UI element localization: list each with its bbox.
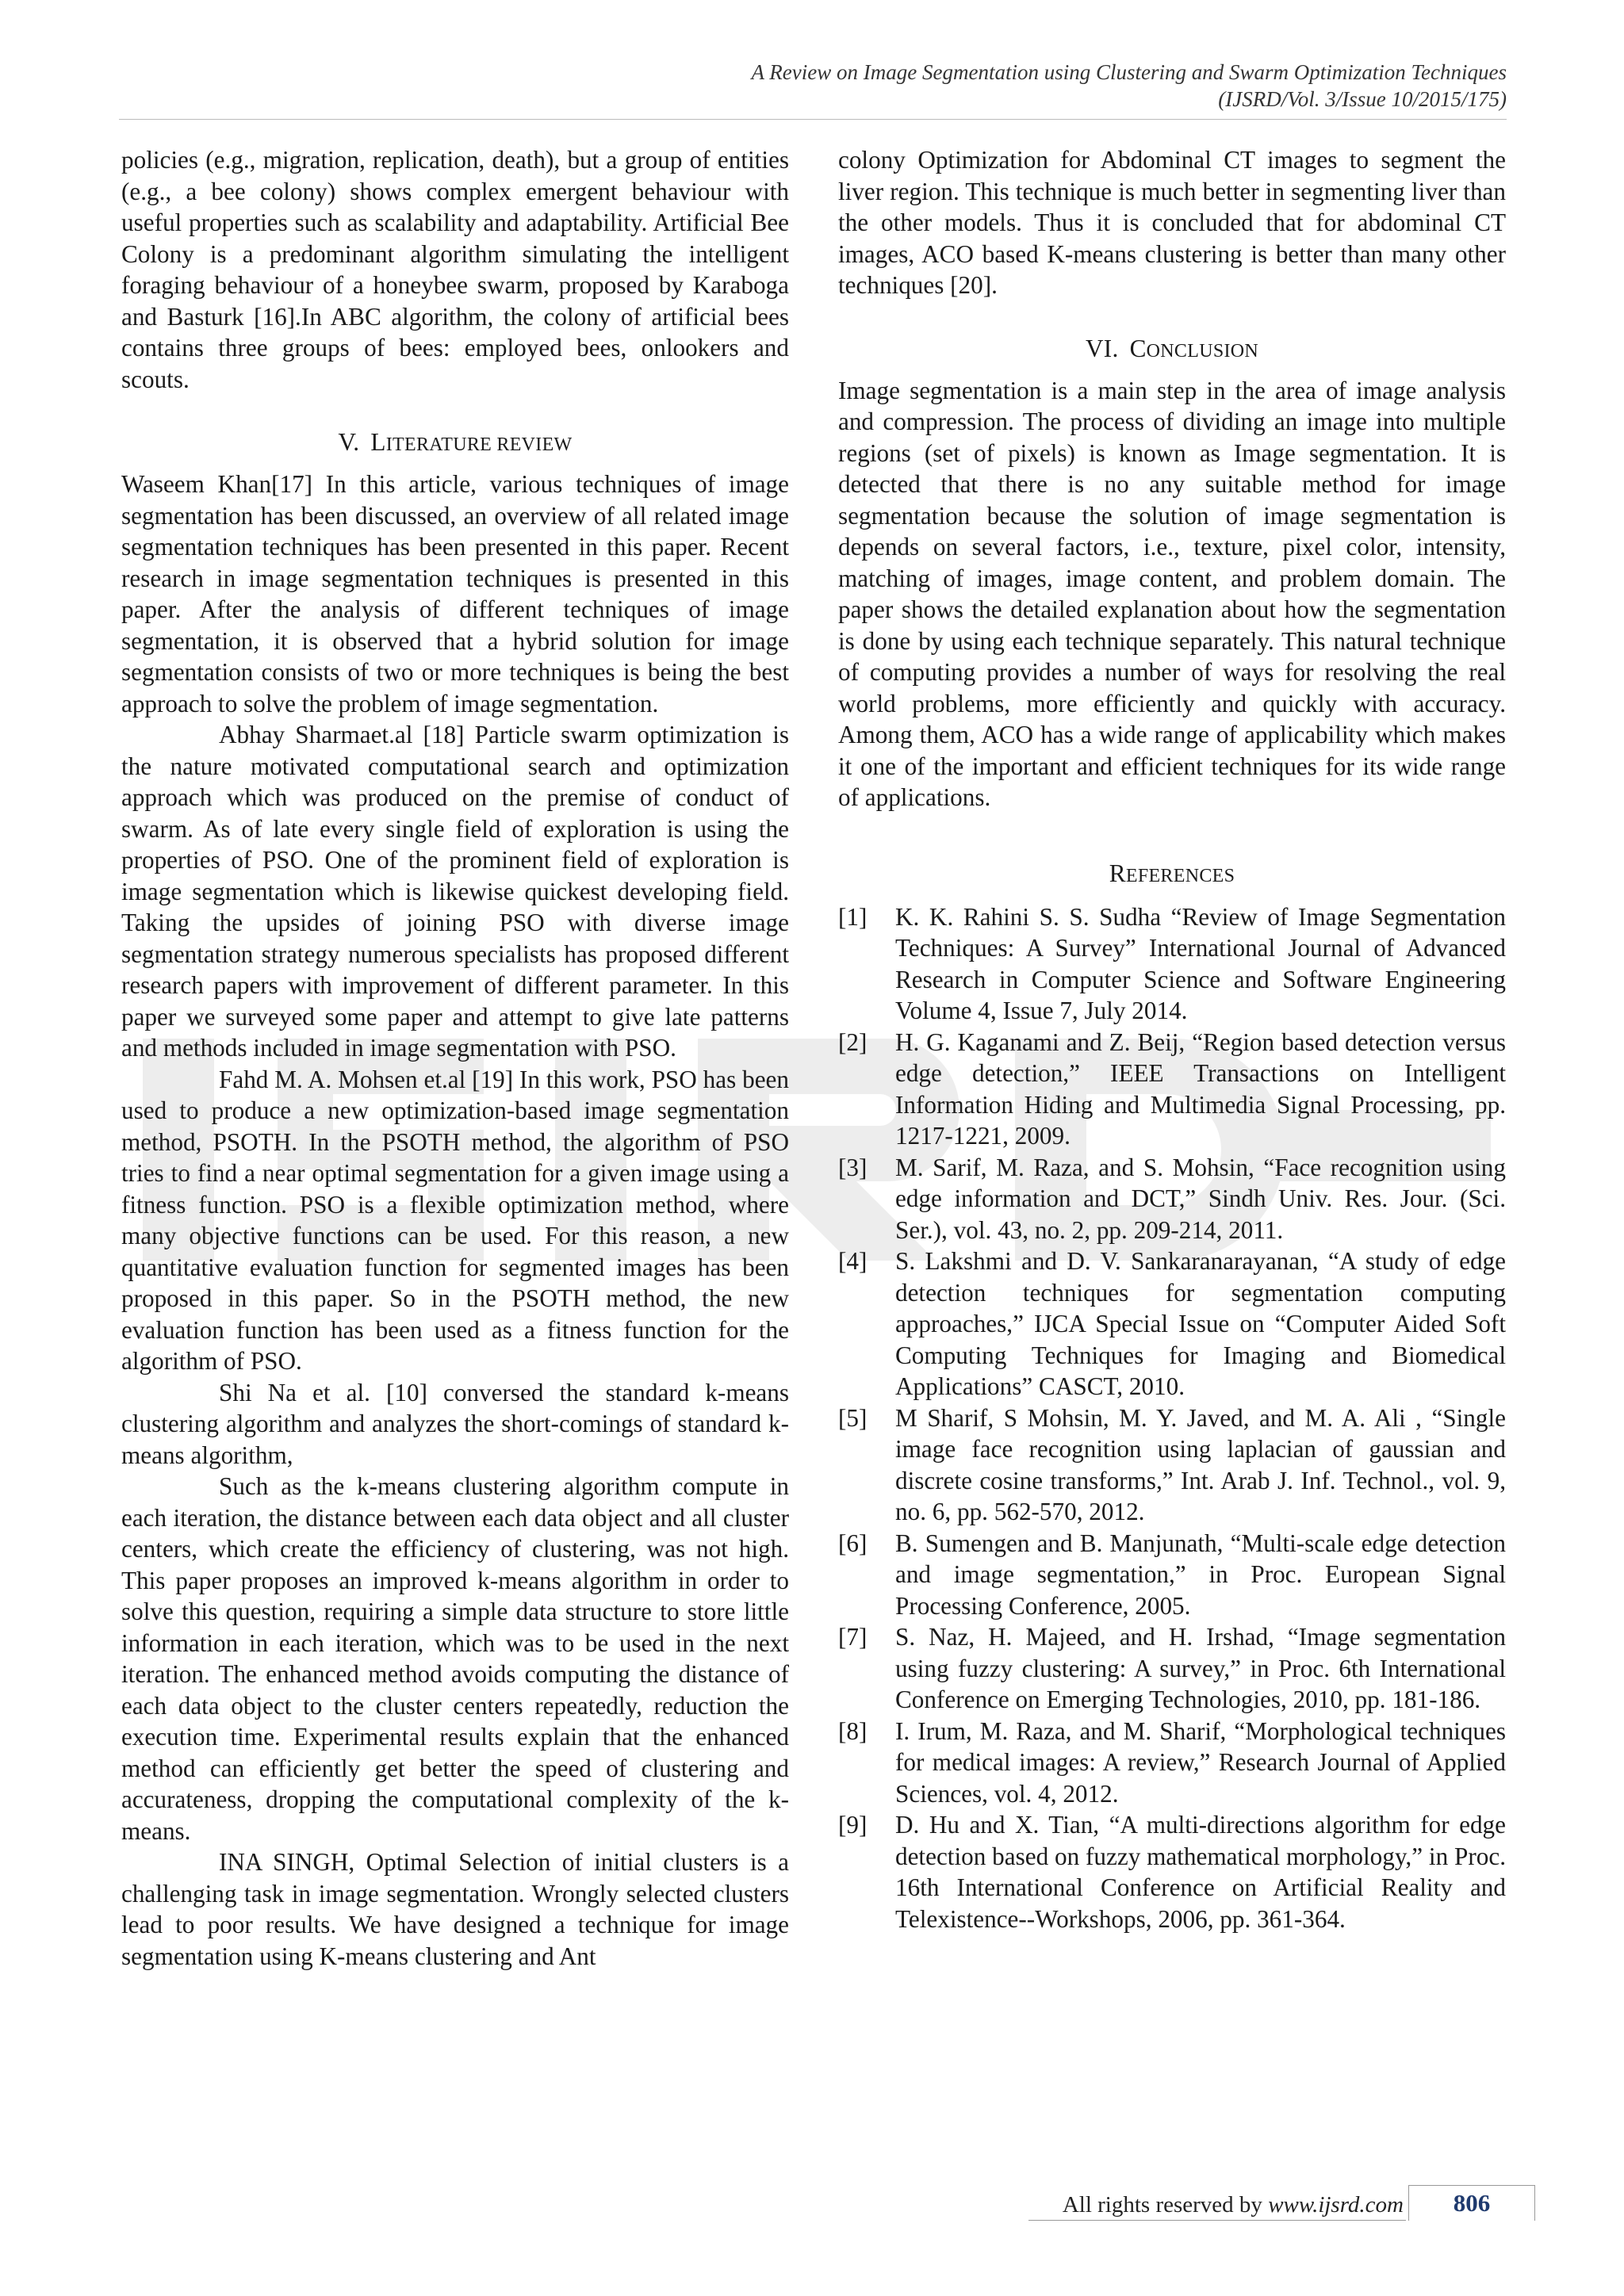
reference-number: [8] [838, 1716, 868, 1745]
reference-text: I. Irum, M. Raza, and M. Sharif, “Morphological techniques for medical images: A review,” Research Journal of Applied Sciences, vol. 4, 2012. [895, 1716, 1506, 1808]
footer-rule [1028, 2220, 1406, 2221]
paragraph-kmeans: Such as the k-means clustering algorithm compute in each iteration, the distance between each data object and all cluster centers, which create the efficiency of clustering, was not high. This paper proposes an improved k-means algorithm in order to solve this question, requiring a simple data structure to store little information in each iteration, which was to be used in the next iteration. The enhanced method avoids computing the distance of each data object to the cluster centers repeatedly, reduction the execution time. Experimental results explain that the enhanced method can efficiently get better the speed of clustering and accurateness, dropping the computational complexity of the k-means. [121, 1472, 789, 1845]
reference-number: [9] [838, 1811, 868, 1839]
running-head-title: A Review on Image Segmentation using Clustering and Swarm Optimization Techniques [751, 60, 1507, 84]
section-number: V. [338, 428, 360, 456]
reference-number: [5] [838, 1403, 868, 1432]
reference-number: [3] [838, 1153, 868, 1181]
reference-item [838, 1027, 1506, 1152]
reference-text: S. Lakshmi and D. V. Sankaranarayanan, “A study of edge detection techniques for segmentation computing approaches,” IJCA Special Issue on “Computer Aided Soft Computing Techniques for Imaging and Biomedical Applications” CASCT, 2010. [895, 1247, 1506, 1400]
reference-item [838, 1528, 1506, 1622]
paragraph-ina-singh: INA SINGH, Optimal Selection of initial clusters is a challenging task in image segmentation. Wrongly selected clusters lead to poor results. We have designed a technique for image segmentation using K-means clustering and Ant [121, 1848, 789, 1970]
footer-rights [1063, 2191, 1404, 2218]
section-title-rest: ONCLUSION [1146, 340, 1259, 362]
reference-number: [6] [838, 1529, 868, 1557]
page-footer [0, 2182, 1624, 2229]
paragraph-aco-continued: colony Optimization for Abdominal CT images to segment the liver region. This technique is much better in segmenting liver than the other models. Thus it is concluded that for abdominal CT images, ACO based K-means clustering is better than many other techniques [20]. [838, 146, 1506, 299]
page-number: 806 [1408, 2185, 1535, 2221]
reference-text: H. G. Kaganami and Z. Beij, “Region based detection versus edge detection,” IEEE Transactions on Intelligent Information Hiding and Multimedia Signal Processing, pp. 1217-1221, 2009. [895, 1027, 1506, 1150]
reference-item [838, 1621, 1506, 1716]
reference-item [838, 1809, 1506, 1934]
reference-text: D. Hu and X. Tian, “A multi-directions algorithm for edge detection based on fuzzy mathematical morphology,” in Proc. 16th International Conference on Artificial Reality and Telexistence--Workshops, 2006, pp. 361-364. [895, 1811, 1506, 1933]
section-heading-conclusion [838, 333, 1506, 367]
left-column [121, 144, 789, 1972]
paragraph-intro: policies (e.g., migration, replication, death), but a group of entities (e.g., a bee colony) shows complex emergent behaviour with useful properties such as scalability and adaptability. Artificial Bee Colony is a predominant algorithm simulating the intelligent foraging behaviour of a honeybee swarm, proposed by Karaboga and Basturk [16].In ABC algorithm, the colony of artificial bees contains three groups of bees: employed bees, onlookers and scouts. [121, 146, 789, 393]
reference-text: K. K. Rahini S. S. Sudha “Review of Image Segmentation Techniques: A Survey” International Journal of Advanced Research in Computer Science and Software Engineering Volume 4, Issue 7, July 2014. [895, 902, 1506, 1024]
paragraph-shi-na: Shi Na et al. [10] conversed the standard k-means clustering algorithm and analyzes the short-comings of standard k-means algorithm, [121, 1378, 789, 1469]
section-title-initial: L [370, 428, 386, 456]
running-head [752, 59, 1507, 113]
reference-list [838, 901, 1506, 1935]
reference-item [838, 1716, 1506, 1810]
reference-item [838, 1246, 1506, 1402]
paragraph-waseem-khan: Waseem Khan[17] In this article, various techniques of image segmentation has been discussed, an overview of all related image segmentation techniques has been presented in this paper. Recent research in image segmentation techniques is presented in this paper. After the analysis of different techniques of image segmentation, it is observed that a hybrid solution for image segmentation consists of two or more techniques is being the best approach to solve the problem of image segmentation. [121, 470, 789, 718]
reference-text: M Sharif, S Mohsin, M. Y. Javed, and M. A. Ali , “Single image face recognition using laplacian of gaussian and discrete cosine transforms,” Int. Arab J. Inf. Technol., vol. 9, no. 6, pp. 562-570, 2012. [895, 1403, 1506, 1525]
references-heading-initial: R [1109, 859, 1126, 887]
section-title-initial: C [1129, 334, 1147, 362]
reference-number: [2] [838, 1027, 868, 1056]
paragraph-conclusion: Image segmentation is a main step in the area of image analysis and compression. The process of dividing an image into multiple regions (set of pixels) is known as Image segmentation. It is detected that there is no any suitable method for image segmentation because the solution of image segmentation is depends on several factors, i.e., texture, pixel color, intensity, matching of images, image content, and problem domain. The paper shows the detailed explanation about how the segmentation is done by using each technique separately. This natural technique of computing provides a number of ways for resolving the real world problems, more efficiently and quickly with accuracy. Among them, ACO has a wide range of applicability which makes it one of the important and efficient techniques for its wide range of applications. [838, 376, 1506, 811]
reference-number: [7] [838, 1623, 868, 1651]
references-heading-rest: EFERENCES [1125, 865, 1235, 886]
reference-text: S. Naz, H. Majeed, and H. Irshad, “Image segmentation using fuzzy clustering: A survey,” in Proc. 6th International Conference on Emerging Technologies, 2010, pp. 181-186. [895, 1623, 1506, 1713]
reference-number: [1] [838, 902, 868, 931]
section-number: VI. [1085, 334, 1119, 362]
reference-item [838, 901, 1506, 1027]
footer-rights-text: All rights reserved by [1062, 2192, 1269, 2218]
reference-number: [4] [838, 1247, 868, 1275]
right-column [838, 144, 1506, 1934]
paragraph-fahd-mohsen: Fahd M. A. Mohsen et.al [19] In this work, PSO has been used to produce a new optimization-based image segmentation method, PSOTH. In the PSOTH method, the algorithm of PSO tries to find a near optimal segmentation for a given image using a fitness function. PSO is a flexible optimization method, where many objective functions can be used. For this reason, a new quantitative evaluation function for segmented images has been proposed in this paper. So in the PSOTH method, the new evaluation function has been used as a fitness function for the algorithm of PSO. [121, 1065, 789, 1375]
section-heading-literature-review [121, 427, 789, 461]
footer-site-link[interactable]: www.ijsrd.com [1268, 2192, 1404, 2218]
reference-text: M. Sarif, M. Raza, and S. Mohsin, “Face recognition using edge information and DCT,” Sindh Univ. Res. Jour. (Sci. Ser.), vol. 43, no. 2, pp. 209-214, 2011. [895, 1153, 1506, 1244]
section-title-rest: ITERATURE REVIEW [385, 434, 573, 455]
references-heading [838, 858, 1506, 892]
reference-item [838, 1152, 1506, 1246]
paragraph-abhay-sharma: Abhay Sharmaet.al [18] Particle swarm optimization is the nature motivated computational search and optimization approach which was produced on the premise of conduct of swarm. As of late every single field of exploration is using the properties of PSO. One of the prominent field of exploration is image segmentation which is likewise quickest developing field. Taking the upsides of joining PSO with diverse image segmentation strategy numerous specialists has proposed different research papers with improvement of different parameter. In this paper we surveyed some paper and attempt to give late patterns and methods included in image segmentation with PSO. [121, 721, 789, 1062]
header-rule [119, 119, 1507, 120]
reference-item [838, 1402, 1506, 1528]
reference-text: B. Sumengen and B. Manjunath, “Multi-scale edge detection and image segmentation,” in Proc. European Signal Processing Conference, 2005. [895, 1529, 1506, 1620]
running-head-issue: (IJSRD/Vol. 3/Issue 10/2015/175) [1218, 87, 1507, 111]
